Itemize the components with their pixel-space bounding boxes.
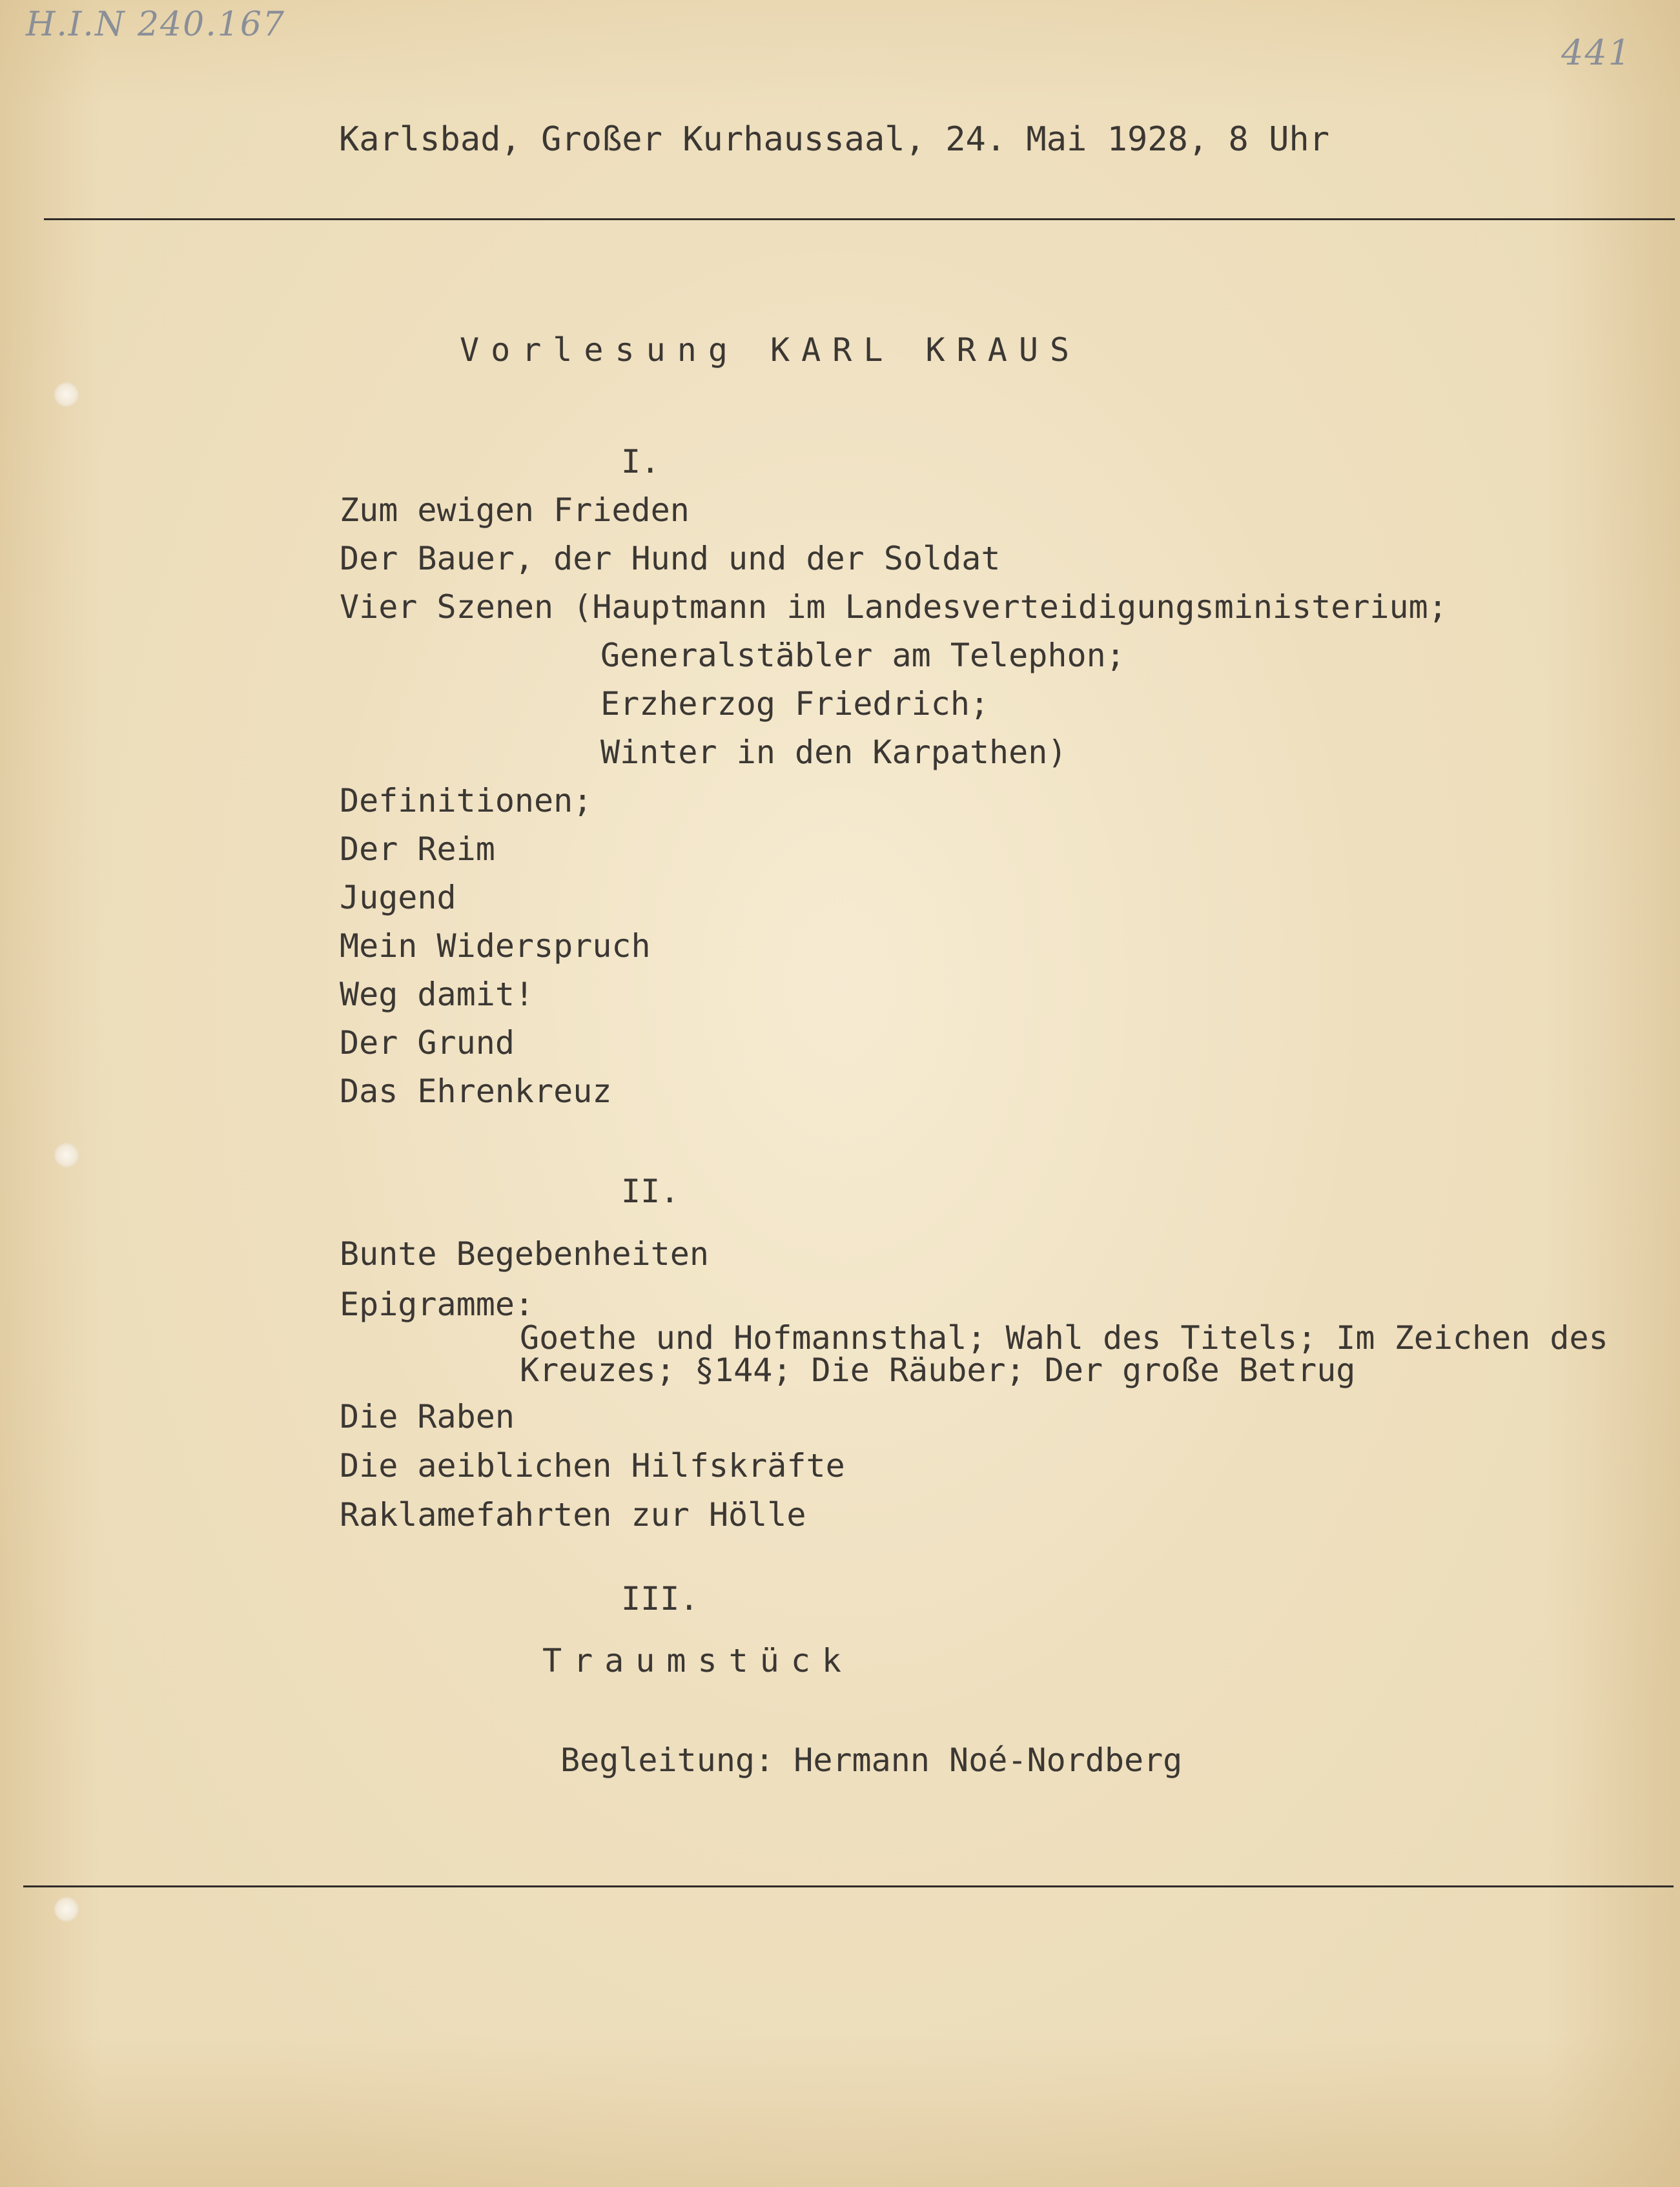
bottom-rule: [23, 1885, 1674, 1887]
program-subitem: Generalstäbler am Telephon;: [600, 637, 1125, 674]
event-header: Karlsbad, Großer Kurhaussaal, 24. Mai 1928, 8 Uhr: [339, 120, 1330, 159]
program-subitem: Erzherzog Friedrich;: [600, 685, 990, 723]
part2-numeral: II.: [621, 1173, 680, 1210]
part3-title: Traumstück: [542, 1642, 854, 1679]
accompaniment: Begleitung: Hermann Noé-Nordberg: [560, 1741, 1183, 1779]
punch-hole: [54, 1143, 79, 1167]
program-item: Epigramme:: [340, 1286, 535, 1323]
program-item: Raklamefahrten zur Hölle: [340, 1496, 806, 1534]
program-item: Vier Szenen (Hauptmann im Landesverteidigungsministerium;: [340, 588, 1448, 626]
top-rule: [44, 218, 1675, 220]
part1-numeral: I.: [621, 443, 661, 480]
program-subitem: Winter in den Karpathen): [600, 734, 1067, 771]
program-item: Der Grund: [340, 1024, 515, 1062]
epigram-list: Goethe und Hofmannsthal; Wahl des Titels; Im Zeichen des: [520, 1319, 1608, 1357]
part3-numeral: III.: [621, 1580, 699, 1617]
program-item: Die Raben: [340, 1398, 515, 1435]
program-item: Der Reim: [340, 830, 495, 868]
program-item: Mein Widerspruch: [340, 927, 651, 965]
program-item: Definitionen;: [340, 782, 593, 819]
program-item: Zum ewigen Frieden: [340, 491, 690, 529]
program-title: Vorlesung KARL KRAUS: [460, 331, 1081, 369]
punch-hole: [54, 382, 79, 407]
program-item: Die aeiblichen Hilfskräfte: [340, 1447, 845, 1484]
program-item: Weg damit!: [340, 976, 535, 1013]
program-item: Bunte Begebenheiten: [340, 1235, 709, 1273]
archive-reference: H.I.N 240.167: [26, 5, 286, 44]
folio-number: 441: [1561, 32, 1632, 73]
program-item: Das Ehrenkreuz: [340, 1073, 612, 1110]
epigram-list: Kreuzes; §144; Die Räuber; Der große Betrug: [520, 1351, 1356, 1389]
punch-hole: [54, 1897, 79, 1922]
program-item: Der Bauer, der Hund und der Soldat: [340, 540, 1001, 577]
program-item: Jugend: [340, 879, 456, 916]
